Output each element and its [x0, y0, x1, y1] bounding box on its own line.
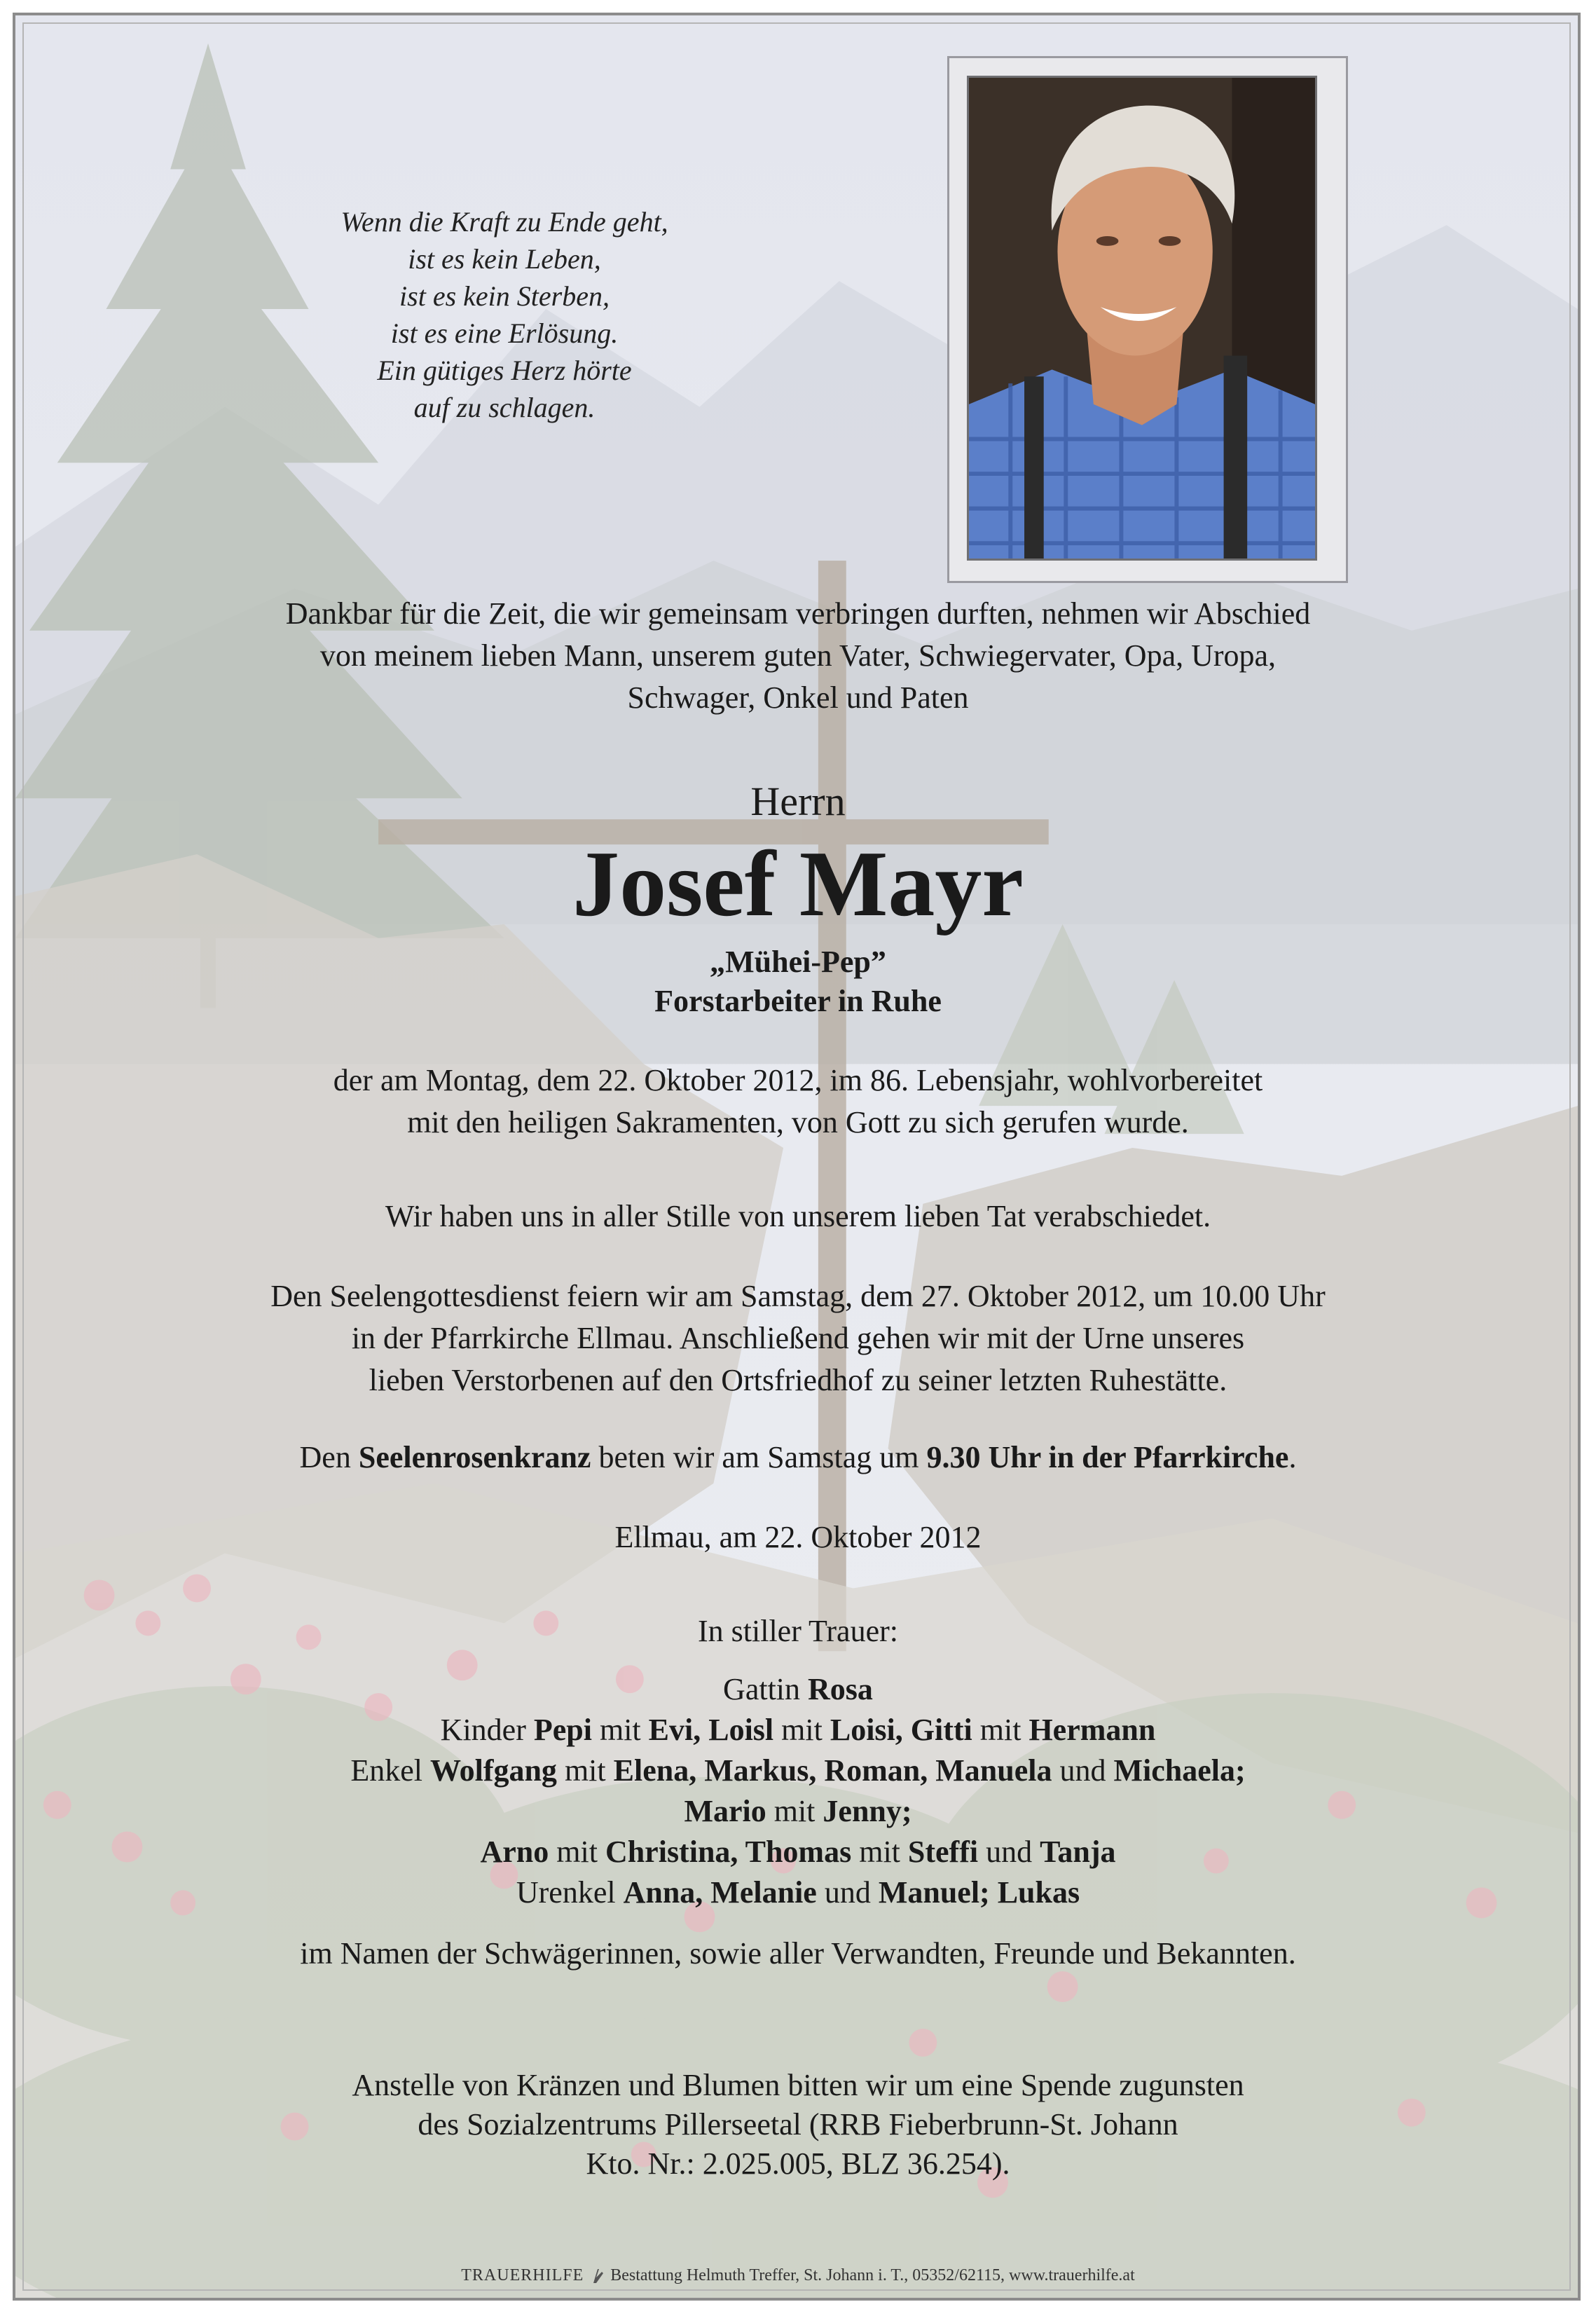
poem-line: auf zu schlagen.	[413, 392, 596, 423]
mourners-line: Gattin Rosa	[723, 1672, 873, 1706]
poem	[238, 203, 771, 426]
footer-text: Bestattung Helmuth Treffer, St. Johann i. T., 05352/62115, www.trauerhilfe.at	[610, 2266, 1135, 2284]
donation-line: Anstelle von Kränzen und Blumen bitten wir um eine Spende zugunsten	[352, 2068, 1244, 2102]
rosary-text: Den	[299, 1440, 359, 1474]
rosary-text: .	[1288, 1440, 1297, 1474]
death-info-line: mit den heiligen Sakramenten, von Gott zu sich gerufen wurde.	[407, 1105, 1189, 1139]
service-info	[0, 1275, 1596, 1402]
deceased-name: Josef Mayr	[572, 832, 1024, 936]
occupation: Forstarbeiter in Ruhe	[654, 984, 942, 1018]
rosary-bold: 9.30 Uhr in der Pfarrkirche	[926, 1440, 1289, 1474]
donation-request	[0, 2066, 1596, 2184]
mourners-line: Arno mit Christina, Thomas mit Steffi und Tanja	[480, 1835, 1116, 1869]
rosary-info	[0, 1437, 1596, 1479]
footer	[0, 2265, 1596, 2286]
nickname: „Mühei-Pep”	[710, 945, 886, 979]
salutation: Herrn	[750, 779, 846, 824]
gratitude-line: Dankbar für die Zeit, die wir gemeinsam verbringen durften, nehmen wir Abschied	[285, 596, 1311, 631]
poem-line: Ein gütiges Herz hörte	[377, 355, 632, 386]
gratitude-line: von meinem lieben Mann, unserem guten Vater, Schwiegervater, Opa, Uropa,	[319, 638, 1277, 673]
service-line: lieben Verstorbenen auf den Ortsfriedhof zu seiner letzten Ruhestätte.	[369, 1363, 1227, 1397]
death-info	[0, 1060, 1596, 1144]
poem-line: ist es eine Erlösung.	[390, 317, 619, 349]
mourners-line: Kinder Pepi mit Evi, Loisl mit Loisi, Gitti mit Hermann	[440, 1713, 1156, 1747]
mourners-line: Enkel Wolfgang mit Elena, Markus, Roman, Manuela und Michaela;	[350, 1753, 1246, 1788]
rosary-bold: Seelenrosenkranz	[358, 1440, 591, 1474]
place-date: Ellmau, am 22. Oktober 2012	[614, 1520, 982, 1554]
mourners-line: Mario mit Jenny;	[684, 1794, 912, 1828]
portrait-photo	[967, 76, 1317, 561]
mourning-title: In stiller Trauer:	[698, 1614, 898, 1648]
poem-line: Wenn die Kraft zu Ende geht,	[340, 206, 668, 238]
gratitude-line: Schwager, Onkel und Paten	[627, 680, 969, 715]
death-info-line: der am Montag, dem 22. Oktober 2012, im 86. Lebensjahr, wohlvorbereitet	[333, 1063, 1263, 1097]
donation-line: des Sozialzentrums Pillerseetal (RRB Fieberbrunn-St. Johann	[418, 2107, 1178, 2142]
rosary-text: beten wir am Samstag um	[591, 1440, 927, 1474]
gratitude-text	[0, 593, 1596, 719]
service-line: in der Pfarrkirche Ellmau. Anschließend gehen wir mit der Urne unseres	[351, 1321, 1245, 1355]
footer-brand: TRAUERHILFE	[461, 2266, 584, 2284]
service-line: Den Seelengottesdienst feiern wir am Samstag, dem 27. Oktober 2012, um 10.00 Uhr	[270, 1279, 1326, 1313]
trauerhilfe-logo-icon	[591, 2266, 606, 2284]
closing-text: im Namen der Schwägerinnen, sowie aller Verwandten, Freunde und Bekannten.	[300, 1936, 1296, 1971]
poem-line: ist es kein Leben,	[408, 243, 601, 275]
donation-line: Kto. Nr.: 2.025.005, BLZ 36.254).	[586, 2146, 1010, 2181]
farewell-text: Wir haben uns in aller Stille von unserem lieben Tat verabschiedet.	[385, 1199, 1211, 1233]
poem-line: ist es kein Sterben,	[399, 280, 610, 312]
mourners-line: Urenkel Anna, Melanie und Manuel; Lukas	[516, 1875, 1080, 1910]
mourners-list	[0, 1669, 1596, 1913]
